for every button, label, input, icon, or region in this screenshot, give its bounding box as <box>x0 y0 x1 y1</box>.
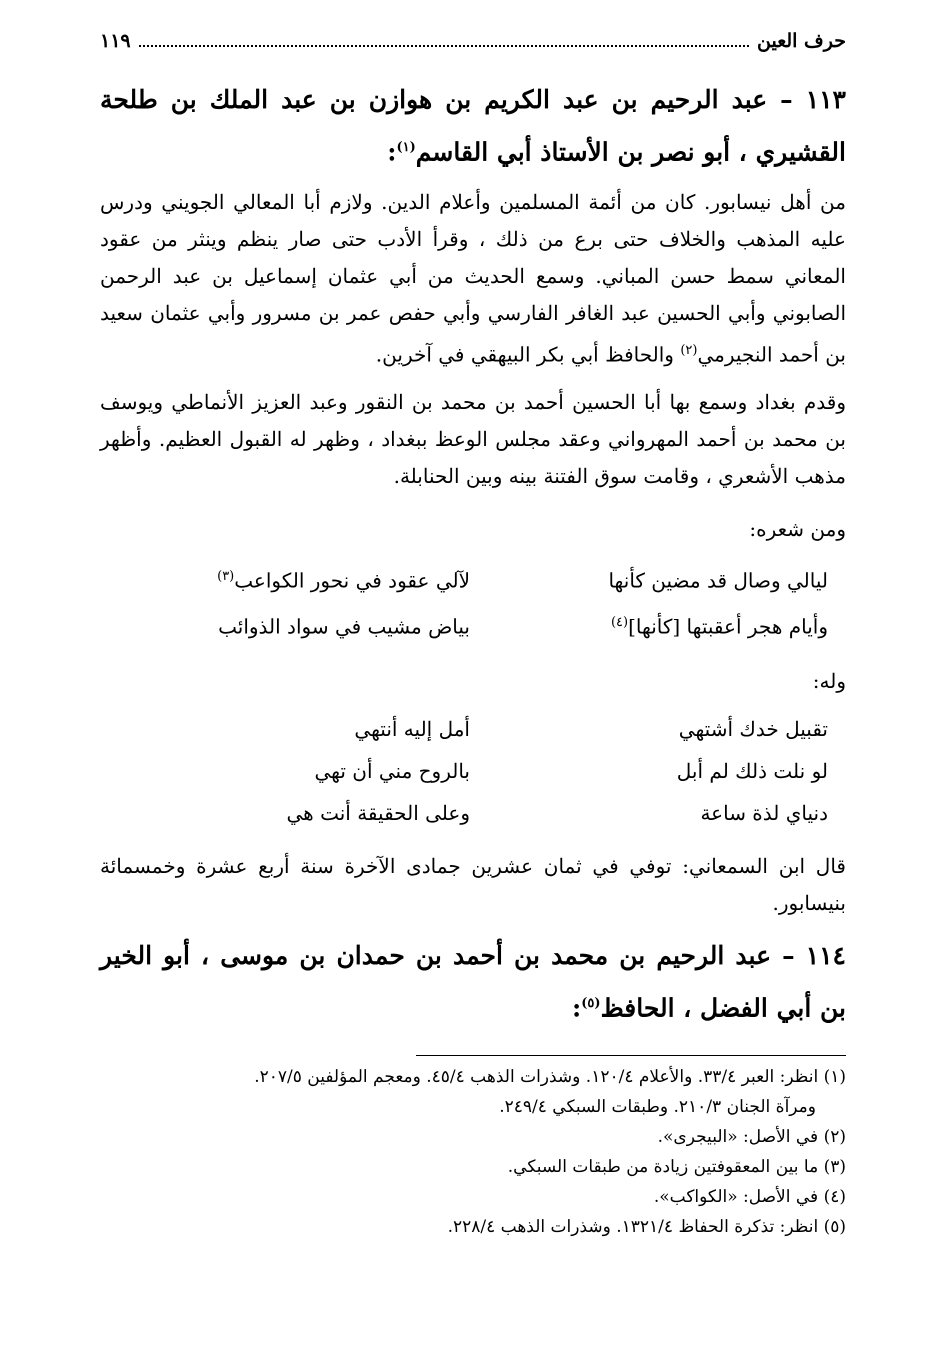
poem-1-verse-1 <box>100 556 846 602</box>
verse-second-hemistich <box>140 602 470 648</box>
footnote-ref-1: (١) <box>396 140 416 155</box>
poem-2-intro: وله: <box>812 669 846 694</box>
entry-114-heading-colon: : <box>572 993 582 1023</box>
footnote-3: (٣) ما بين المعقوفتين زيادة من طبقات السبكي. <box>507 1156 846 1177</box>
entry-114-heading <box>100 932 846 1032</box>
footnotes <box>100 1062 846 1242</box>
entry-113-heading-colon: : <box>387 137 397 167</box>
footnote-ref-5: (٥) <box>581 996 601 1012</box>
poem-1-intro: ومن شعره: <box>749 516 846 541</box>
entry-114-heading-text: ١١٤ – عبد الرحيم بن محمد بن أحمد بن حمدان بن موسى ، أبو الخير بن أبي الفضل ، الحافظ <box>100 941 846 1023</box>
hemistich-text: لآلي عقود في نحور الكواعب <box>234 568 470 593</box>
verse-first-hemistich <box>498 602 828 648</box>
verse-first-hemistich: تقبيل خدك أشتهي <box>678 717 828 742</box>
footnote-4: (٤) في الأصل: «الكواكب». <box>653 1186 846 1207</box>
footnote-1-continuation: ومرآة الجنان ٢١٠/٣. وطبقات السبكي ٢٤٩/٤. <box>499 1096 816 1117</box>
entry-113-paragraph-2: وقدم بغداد وسمع بها أبا الحسين أحمد بن محمد بن النقور وعبد العزيز الأنماطي ويوسف بن محمد بن أحمد المهرواني وعقد مجلس الوعظ ببغداد ، وظهر له القبول العظيم. وأظهر مذهب الأشعري ، وقامت سوق الفتنة بينه وبين الحنابلة. <box>100 389 846 488</box>
running-header <box>100 30 846 70</box>
footnote-ref-2: (٢) <box>680 343 698 359</box>
footnote-ref-3: (٣) <box>217 568 235 584</box>
page-number: ١١٩ <box>100 30 131 52</box>
hemistich-text: ليالي وصال قد مضين كأنها <box>608 568 828 593</box>
entry-113-death-note: قال ابن السمعاني: توفي في ثمان عشرين جمادى الآخرة سنة أربع عشرة وخمسمائة بنيسابور. <box>100 854 846 916</box>
verse-second-hemistich: أمل إليه أنتهي <box>354 717 470 742</box>
verse-second-hemistich: بالروح مني أن تهي <box>314 759 470 784</box>
verse-second-hemistich <box>140 556 470 602</box>
footnote-1: (١) انظر: العبر ٣٣/٤. والأعلام ١٢٠/٤. وشذرات الذهب ٤٥/٤. ومعجم المؤلفين ٢٠٧/٥. <box>254 1066 846 1087</box>
entry-113-heading-text: ١١٣ – عبد الرحيم بن عبد الكريم بن هوازن بن عبد الملك بن طلحة القشيري ، أبو نصر بن الأستاذ أبي القاسم <box>100 85 846 167</box>
poem-2-verse-1 <box>100 708 846 750</box>
verse-second-hemistich: وعلى الحقيقة أنت هي <box>286 801 470 826</box>
verse-first-hemistich: دنياي لذة ساعة <box>700 801 828 826</box>
entry-113-paragraph-1 <box>100 184 846 374</box>
paragraph-1-text-b: والحافظ أبي بكر البيهقي في آخرين. <box>375 342 681 367</box>
header-dot-leader <box>139 45 749 47</box>
running-title: حرف العين <box>757 30 846 52</box>
entry-113-heading <box>100 76 846 176</box>
poem-2-verse-2 <box>100 750 846 792</box>
poem-2-verse-3 <box>100 792 846 834</box>
footnote-5: (٥) انظر: تذكرة الحفاظ ١٣٢١/٤. وشذرات الذهب ٢٢٨/٤. <box>447 1216 846 1237</box>
footnote-ref-4: (٤) <box>610 614 629 630</box>
paragraph-1-text-a: من أهل نيسابور. كان من أئمة المسلمين وأعلام الدين. ولازم أبا المعالي الجويني ودرس عليه المذهب والخلاف حتى برع من ذلك ، وقرأ الأدب حتى صار ينظم وينثر من عقود المعاني سمط حسن المباني. وسمع الحديث من أبي عثمان إسماعيل بن عبد الرحمن الصابوني وأبي الحسين عبد الغافر الفارسي وأبي حفص عمر بن مسرور وأبي عثمان سعيد بن أحمد النجيرمي <box>100 190 847 367</box>
verse-first-hemistich <box>498 556 828 602</box>
footnote-separator <box>416 1055 846 1056</box>
poem-1-verse-2 <box>100 602 846 648</box>
footnote-2: (٢) في الأصل: «البيجرى». <box>657 1126 846 1147</box>
verse-first-hemistich: لو نلت ذلك لم أبل <box>676 759 828 784</box>
hemistich-text: بياض مشيب في سواد الذوائب <box>218 614 470 639</box>
hemistich-text: وأيام هجر أعقبتها [كأنها] <box>628 614 828 639</box>
